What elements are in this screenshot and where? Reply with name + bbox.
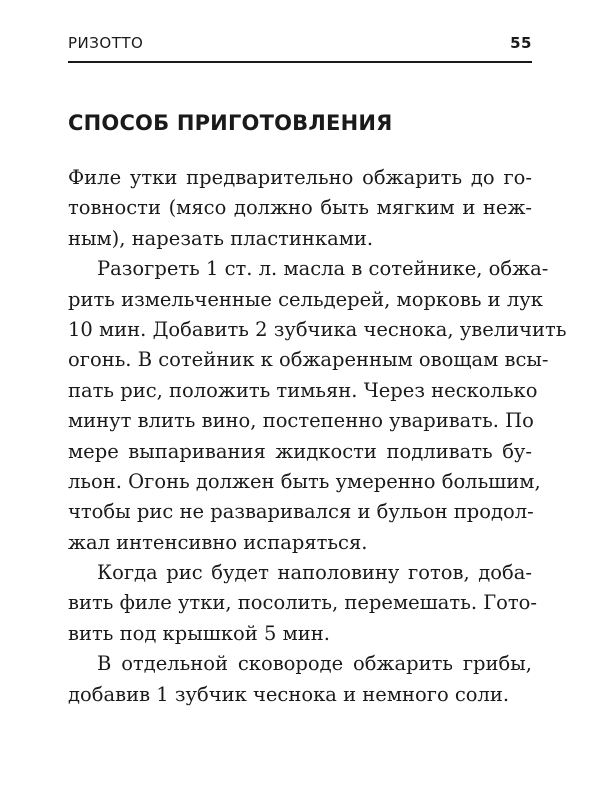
paragraph: [68, 254, 567, 558]
text-line: минут влить вино, постепенно уваривать. По: [68, 409, 534, 433]
text-line: 10 мин. Добавить 2 зубчика чеснока, увеличить: [68, 317, 567, 341]
page-number: 55: [510, 34, 532, 52]
text-line: мере выпаривания жидкости подливать бу-: [68, 439, 532, 463]
text-line: пать рис, положить тимьян. Через несколько: [68, 378, 538, 402]
text-line: вить филе утки, посолить, перемешать. Гото-: [68, 591, 537, 615]
recipe-body: [68, 163, 567, 710]
section-heading: СПОСОБ ПРИГОТОВЛЕНИЯ: [68, 111, 393, 135]
text-line: Когда рис будет наполовину готов, доба-: [97, 561, 532, 585]
text-line: добавив 1 зубчик чеснока и немного соли.: [68, 682, 510, 706]
text-line: огонь. В сотейник к обжаренным овощам всы-: [68, 348, 549, 372]
text-line: рить измельченные сельдерей, морковь и лук: [68, 287, 543, 311]
text-line: льон. Огонь должен быть умеренно большим,: [68, 469, 541, 493]
paragraph: [68, 649, 532, 710]
text-line: вить под крышкой 5 мин.: [68, 621, 330, 645]
text-line: Филе утки предварительно обжарить до го-: [68, 166, 532, 189]
text-line: чтобы рис не разваривался и бульон продол-: [68, 500, 534, 524]
paragraph: [68, 558, 537, 649]
text-line: жал интенсивно испаряться.: [68, 530, 368, 554]
text-line: Разогреть 1 ст. л. масла в сотейнике, обжа-: [97, 257, 549, 281]
section-title: РИЗОТТО: [68, 34, 144, 52]
paragraph: [68, 163, 532, 254]
text-line: товности (мясо должно быть мягким и неж-: [68, 196, 532, 220]
header-rule: [68, 61, 532, 63]
running-head: [68, 34, 532, 56]
text-line: ным), нарезать пластинками.: [68, 226, 374, 250]
text-line: В отдельной сковороде обжарить грибы,: [97, 652, 532, 676]
